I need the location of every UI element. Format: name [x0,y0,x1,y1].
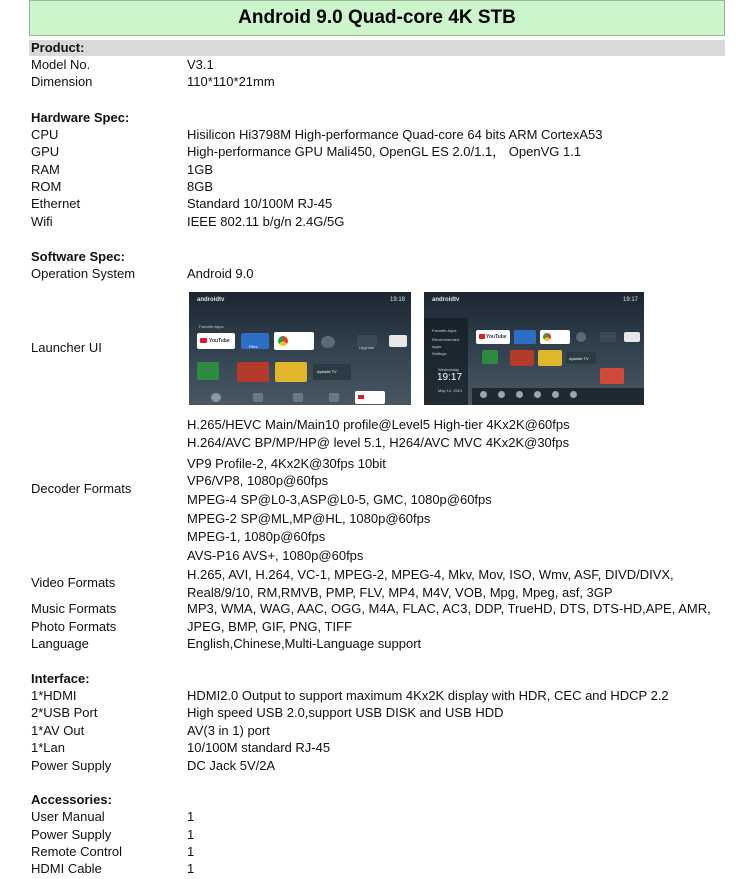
decoder-format: H.264/AVC BP/MP/HP@ level 5.1, H264/AVC MVC 4Kx2K@30fps [187,435,570,450]
spec-row-ram [0,162,748,179]
spec-label: HDMI Cable [31,861,102,876]
app-tile [538,350,562,366]
app-icon [329,393,339,402]
dock-icon [570,391,577,398]
dock-icon [498,391,505,398]
spec-value: 1 [187,827,195,842]
menu-item: Settings [432,351,447,356]
spec-label: Photo Formats [31,619,117,634]
spec-value: DC Jack 5V/2A [187,758,276,773]
spec-row-rom [0,179,748,196]
androidtv-logo: androidtv [197,297,225,303]
spec-value: English,Chinese,Multi-Language support [187,636,422,651]
spec-value: High speed USB 2.0,support USB DISK and USB HDD [187,705,504,720]
play-store-tile [197,362,219,380]
spec-row-usb [0,705,748,722]
spec-label: Music Formats [31,601,117,616]
page-title: Android 9.0 Quad-core 4K STB [29,0,725,36]
video-formats-line: Real8/9/10, RM,RMVB, PMP, FLV, MP4, M4V, VOB, Mpg, Mpeg, asf, 3GP [187,585,613,600]
dock-icon [552,391,559,398]
spec-label: Ethernet [31,196,81,211]
spec-value: 1 [187,809,195,824]
spec-value: 1 [187,844,195,859]
spec-value: 1 [187,861,195,876]
aptoide-label: Aptoide TV [317,369,337,374]
spec-value: JPEG, BMP, GIF, PNG, TIFF [187,619,352,634]
settings-tile [576,332,586,342]
browser-tile [540,330,570,344]
spec-label: ROM [31,179,62,194]
spec-row-language [0,636,748,653]
spec-value: MP3, WMA, WAG, AAC, OGG, M4A, FLAC, AC3, DDP, TrueHD, DTS, DTS-HD,APE, AMR, [187,601,711,616]
interface-heading: Interface: [31,671,90,686]
spec-row-power [0,758,748,775]
decoder-format: VP9 Profile-2, 4Kx2K@30fps 10bit [187,456,386,471]
spec-label: GPU [31,144,60,159]
fav-apps-label: Favorite Apps [199,324,224,329]
menu-item: Recommended [432,337,460,342]
spec-row-os [0,266,748,283]
androidtv-logo: androidtv [432,297,460,303]
spec-value: 8GB [187,179,214,194]
spec-row-model [0,57,748,74]
chrome-icon [211,393,221,402]
weekday-text: Wednesday [438,367,460,372]
youtube-tile [476,330,510,344]
fav-apps-label: Favorite Apps [432,328,457,333]
spec-label: Language [31,636,89,651]
spec-label: Power Supply [31,758,112,773]
decoder-format: MPEG-4 SP@L0-3,ASP@L0-5, GMC, 1080p@60fps [187,492,492,507]
product-band [29,40,725,56]
youtube-label: YouTube [209,338,230,344]
spec-label: Operation System [31,266,136,281]
spec-label: 1*AV Out [31,723,85,738]
spec-row-photo [0,619,748,636]
hardware-heading: Hardware Spec: [31,110,130,125]
launcher-screenshot-menu [424,292,644,405]
spec-value: 1GB [187,162,214,177]
spec-row-lan [0,740,748,757]
spec-row-dimension [0,74,748,91]
dock-icon [534,391,541,398]
spec-label: Dimension [31,74,93,89]
youtube-label: YouTube [486,334,507,340]
video-formats-line: H.265, AVI, H.264, VC-1, MPEG-2, MPEG-4, Mkv, Mov, ISO, Wmv, ASF, DIVD/DIVX, [187,567,674,582]
spec-value: High-performance GPU Mali450, OpenGL ES 2.0/1.1， OpenVG 1.1 [187,144,582,159]
spec-value: Standard 10/100M RJ-45 [187,196,333,211]
decoder-format: MPEG-2 SP@ML,MP@HL, 1080p@60fps [187,511,431,526]
aptoide-tile [566,352,596,364]
settings-tile [321,336,335,348]
spec-label: RAM [31,162,60,177]
spec-label: 1*HDMI [31,688,77,703]
decoder-format: VP6/VP8, 1080p@60fps [187,473,329,488]
files-label: Files [249,344,258,349]
browser-tile [274,332,314,350]
dock-icon [516,391,523,398]
clock-text: 19:17 [622,297,638,303]
app-icon [253,393,263,402]
spec-label: CPU [31,127,59,142]
decoder-format: AVS-P16 AVS+, 1080p@60fps [187,548,364,563]
spec-label: Wifi [31,214,53,229]
software-heading: Software Spec: [31,249,125,264]
spec-row-music [0,601,748,618]
spec-value: 10/100M standard RJ-45 [187,740,331,755]
app-tile [510,350,534,366]
decoder-format: H.265/HEVC Main/Main10 profile@Level5 High-tier 4Kx2K@60fps [187,417,570,432]
files-tile [241,333,269,349]
spec-row-ethernet [0,196,748,213]
spec-row-hdmi [0,688,748,705]
app-tile [275,362,307,382]
spec-label: Decoder Formats [31,481,132,496]
menu-item: Apps [432,344,442,349]
spec-label: Model No. [31,57,91,72]
spec-row-cpu [0,127,748,144]
app-tile [624,332,640,342]
spec-label: Remote Control [31,844,123,859]
app-tile [600,368,624,384]
accessories-heading: Accessories: [31,792,112,807]
date-text: May 12, 2021 [438,388,463,393]
spec-label: Power Supply [31,827,112,842]
spec-row-remote [0,844,748,861]
clock-text: 19:18 [389,297,405,303]
product-heading: Product: [31,40,85,55]
spec-value: V3.1 [187,57,214,72]
youtube-tile [197,333,235,349]
spec-row-wifi [0,214,748,231]
spec-label: Video Formats [31,575,116,590]
spec-value: HDMI2.0 Output to support maximum 4Kx2K display with HDR, CEC and HDCP 2.2 [187,688,669,703]
spec-row-av [0,723,748,740]
spec-label: 1*Lan [31,740,65,755]
spec-row-power-supply [0,827,748,844]
spec-value: IEEE 802.11 b/g/n 2.4G/5G [187,214,345,229]
launcher-screenshot-home [189,292,411,405]
youtube-mini-tile [355,391,385,404]
dock-icon [480,391,487,398]
spec-row-hdmi-cable [0,861,748,878]
app-tile [389,335,407,347]
app-tile [237,362,269,382]
play-store-tile [482,350,498,364]
spec-label: 2*USB Port [31,705,98,720]
files-tile [514,330,536,344]
big-clock: 19:17 [437,372,463,383]
spec-value: Hisilicon Hi3798M High-performance Quad-core 64 bits ARM CortexA53 [187,127,603,142]
spec-value: Android 9.0 [187,266,254,281]
spec-row-manual [0,809,748,826]
upgrade-tile [600,332,616,342]
app-icon [293,393,303,402]
spec-label: Launcher UI [31,340,102,355]
spec-label: User Manual [31,809,105,824]
spec-value: AV(3 in 1) port [187,723,270,738]
aptoide-label: Aptoide TV [569,356,589,361]
spec-value: 110*110*21mm [187,74,275,89]
upgrade-label: Upgrade [359,345,375,350]
spec-row-gpu [0,144,748,161]
aptoide-tile [313,364,351,380]
decoder-format: MPEG-1, 1080p@60fps [187,529,326,544]
upgrade-tile [357,335,377,350]
